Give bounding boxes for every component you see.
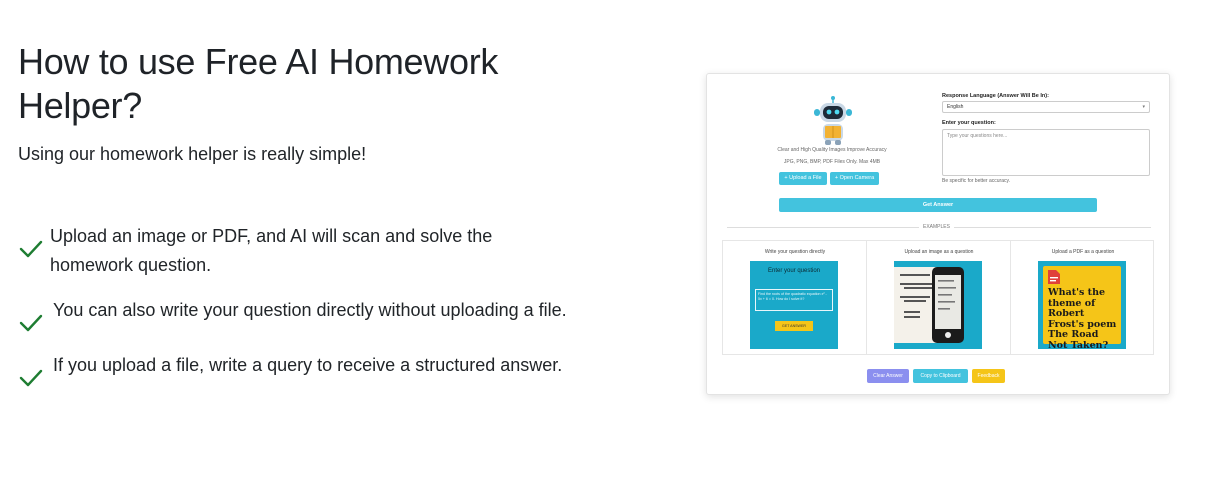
copy-clipboard-button[interactable]: Copy to Clipboard: [913, 369, 968, 383]
accuracy-note: Be specific for better accuracy.: [942, 178, 1010, 184]
intro-section: [18, 40, 618, 166]
list-item: [18, 296, 578, 335]
pdf-thumbnail: [1038, 261, 1126, 349]
list-item: [18, 222, 578, 280]
open-camera-button[interactable]: + Open Camera: [830, 172, 879, 185]
upload-file-button[interactable]: + Upload a File: [779, 172, 827, 185]
language-label: Response Language (Answer Will Be In):: [942, 93, 1049, 99]
step-text: You can also write your question directly without uploading a file.: [53, 300, 567, 320]
image-quality-hint: Clear and High Quality Images Improve Accuracy: [777, 147, 887, 153]
phone-photo-thumbnail: [894, 261, 982, 349]
feedback-button[interactable]: Feedback: [972, 369, 1005, 383]
example-text-question[interactable]: [723, 241, 867, 354]
examples-grid: [722, 240, 1154, 355]
check-icon: [18, 235, 44, 261]
get-answer-button[interactable]: Get Answer: [779, 198, 1097, 212]
language-value: English: [947, 104, 964, 110]
pdf-icon: [1048, 270, 1060, 284]
robot-icon: [811, 94, 855, 146]
thumbnail-heading: Enter your question: [767, 268, 821, 274]
example-title: Upload a PDF as a question: [1051, 249, 1115, 255]
step-text: Upload an image or PDF, and AI will scan and solve the homework question.: [50, 226, 493, 275]
example-title: Upload an image as a question: [904, 249, 974, 255]
list-item: [18, 351, 578, 390]
thumbnail-button: GET ANSWER: [775, 321, 813, 331]
page-title: How to use Free AI Homework Helper?: [18, 41, 499, 126]
examples-label: EXAMPLES: [919, 224, 954, 230]
example-image-question[interactable]: [867, 241, 1011, 354]
pdf-question-text: What's the theme of Robert Frost's poem The Road Not Taken?: [1048, 287, 1117, 351]
demo-screenshot: [706, 73, 1170, 395]
clear-answer-button[interactable]: Clear Answer: [867, 369, 909, 383]
file-format-hint: JPG, PNG, BMP, PDF Files Only. Max 4MB: [783, 159, 881, 165]
thumbnail-question-box: Find the roots of the quadratic equation x² - 5x + 6 = 0. How do I solve it?: [755, 289, 833, 311]
question-label: Enter your question:: [942, 120, 996, 126]
chevron-down-icon: ▾: [1142, 104, 1145, 110]
step-text: If you upload a file, write a query to receive a structured answer.: [53, 355, 563, 375]
pdf-card: [1043, 266, 1121, 351]
question-textarea[interactable]: Type your questions here...: [942, 129, 1150, 176]
language-select[interactable]: [942, 101, 1150, 113]
steps-list: [18, 222, 578, 406]
text-question-thumbnail: [750, 261, 838, 349]
intro-text: Using our homework helper is really simple!: [18, 144, 367, 164]
check-icon: [18, 364, 44, 390]
check-icon: [18, 309, 44, 335]
example-title: Write your question directly: [764, 249, 826, 255]
example-pdf-question[interactable]: [1011, 241, 1155, 354]
